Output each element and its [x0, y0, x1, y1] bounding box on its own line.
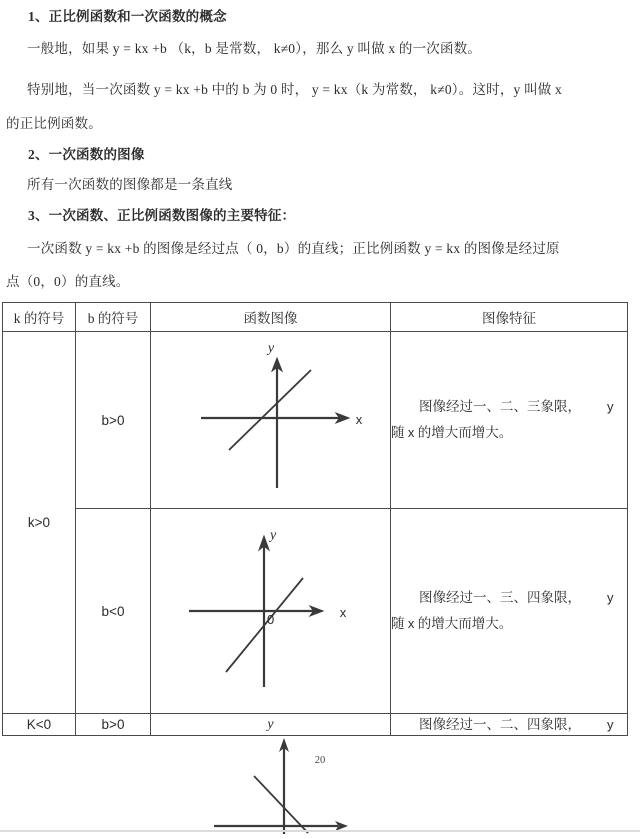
paragraph-4-line-2: 点（0，0）的直线。	[6, 274, 130, 289]
graph-k-negative-b-positive	[196, 734, 416, 834]
overflow-graph-container	[196, 734, 416, 834]
feature-text-2-post: 的增大而增大。	[414, 616, 513, 631]
feature-line-1	[391, 585, 627, 611]
table-row	[3, 714, 628, 736]
origin-label: 0	[266, 611, 274, 627]
feature-var-y: y	[607, 716, 614, 732]
cell-b-sign-positive: b>0	[76, 332, 151, 509]
heading-3: 3、一次函数、正比例函数图像的主要特征：	[28, 208, 296, 223]
header-graph-feature: 图像特征	[391, 303, 628, 332]
feature-line-2	[391, 420, 627, 446]
y-axis-label: y	[269, 527, 276, 543]
heading-2: 2、一次函数的图像	[28, 147, 145, 162]
feature-text-2-post: 的增大而增大。	[414, 425, 513, 440]
x-axis-label: x	[355, 412, 362, 427]
feature-line-1	[391, 394, 627, 420]
paragraph-2-line-1: 特别地，当一次函数 y = kx +b 中的 b 为 0 时， y = kx（k 为常数， k≠0）。这时，y 叫做 x	[27, 82, 562, 97]
feature-text-2-pre: 随	[391, 616, 408, 631]
page-number: 20	[314, 755, 326, 766]
header-function-graph: 函数图像	[151, 303, 391, 332]
feature-line-2	[391, 611, 627, 637]
cell-graph-k-pos-b-neg	[151, 509, 391, 714]
feature-var-x: x	[407, 616, 415, 631]
cell-b-sign-positive-row3: b>0	[76, 714, 151, 736]
feature-text-1: 图像经过一、三、四象限，	[419, 590, 581, 605]
cell-k-sign-positive: k>0	[3, 332, 76, 714]
cell-feature-k-pos-b-pos	[391, 332, 628, 509]
table-row	[3, 509, 628, 714]
y-axis-label: y	[267, 341, 274, 356]
feature-var-y: y	[607, 399, 614, 414]
cell-graph-k-pos-b-pos	[151, 332, 391, 509]
feature-var-y: y	[607, 590, 614, 605]
graph-k-positive-b-positive	[171, 340, 371, 500]
cell-feature-k-pos-b-neg	[391, 509, 628, 714]
table-row	[3, 332, 628, 509]
cell-b-sign-negative: b<0	[76, 509, 151, 714]
paragraph-2-line-2: 的正比例函数。	[6, 116, 102, 131]
header-b-sign: b 的符号	[76, 303, 151, 332]
function-line	[229, 370, 311, 450]
function-line	[254, 776, 308, 833]
graph-k-positive-b-negative	[171, 524, 371, 699]
cell-k-sign-negative: K<0	[3, 714, 76, 736]
cell-graph-k-neg-b-pos	[151, 714, 391, 736]
x-axis-label: x	[339, 604, 346, 620]
paragraph-1: 一般地，如果 y = kx +b （k，b 是常数， k≠0），那么 y 叫做 x 的一次函数。	[27, 41, 482, 56]
table-header-row	[3, 303, 628, 332]
feature-text-2-pre: 随	[391, 425, 408, 440]
footer-rule	[0, 830, 640, 832]
paragraph-3: 所有一次函数的图像都是一条直线	[27, 177, 233, 192]
feature-text-1: 图像经过一、二、四象限，	[419, 716, 581, 732]
function-graph-table	[2, 302, 628, 736]
paragraph-4-line-1: 一次函数 y = kx +b 的图像是经过点（ 0，b）的直线；正比例函数 y = kx 的图像是经过原	[27, 241, 560, 256]
cell-feature-k-neg-b-pos	[391, 714, 628, 736]
header-k-sign: k 的符号	[3, 303, 76, 332]
heading-1: 1、正比例函数和一次函数的概念	[28, 9, 227, 24]
feature-text-1: 图像经过一、二、三象限，	[419, 399, 581, 414]
feature-var-x: x	[407, 425, 415, 440]
y-axis-label: y	[267, 717, 274, 732]
